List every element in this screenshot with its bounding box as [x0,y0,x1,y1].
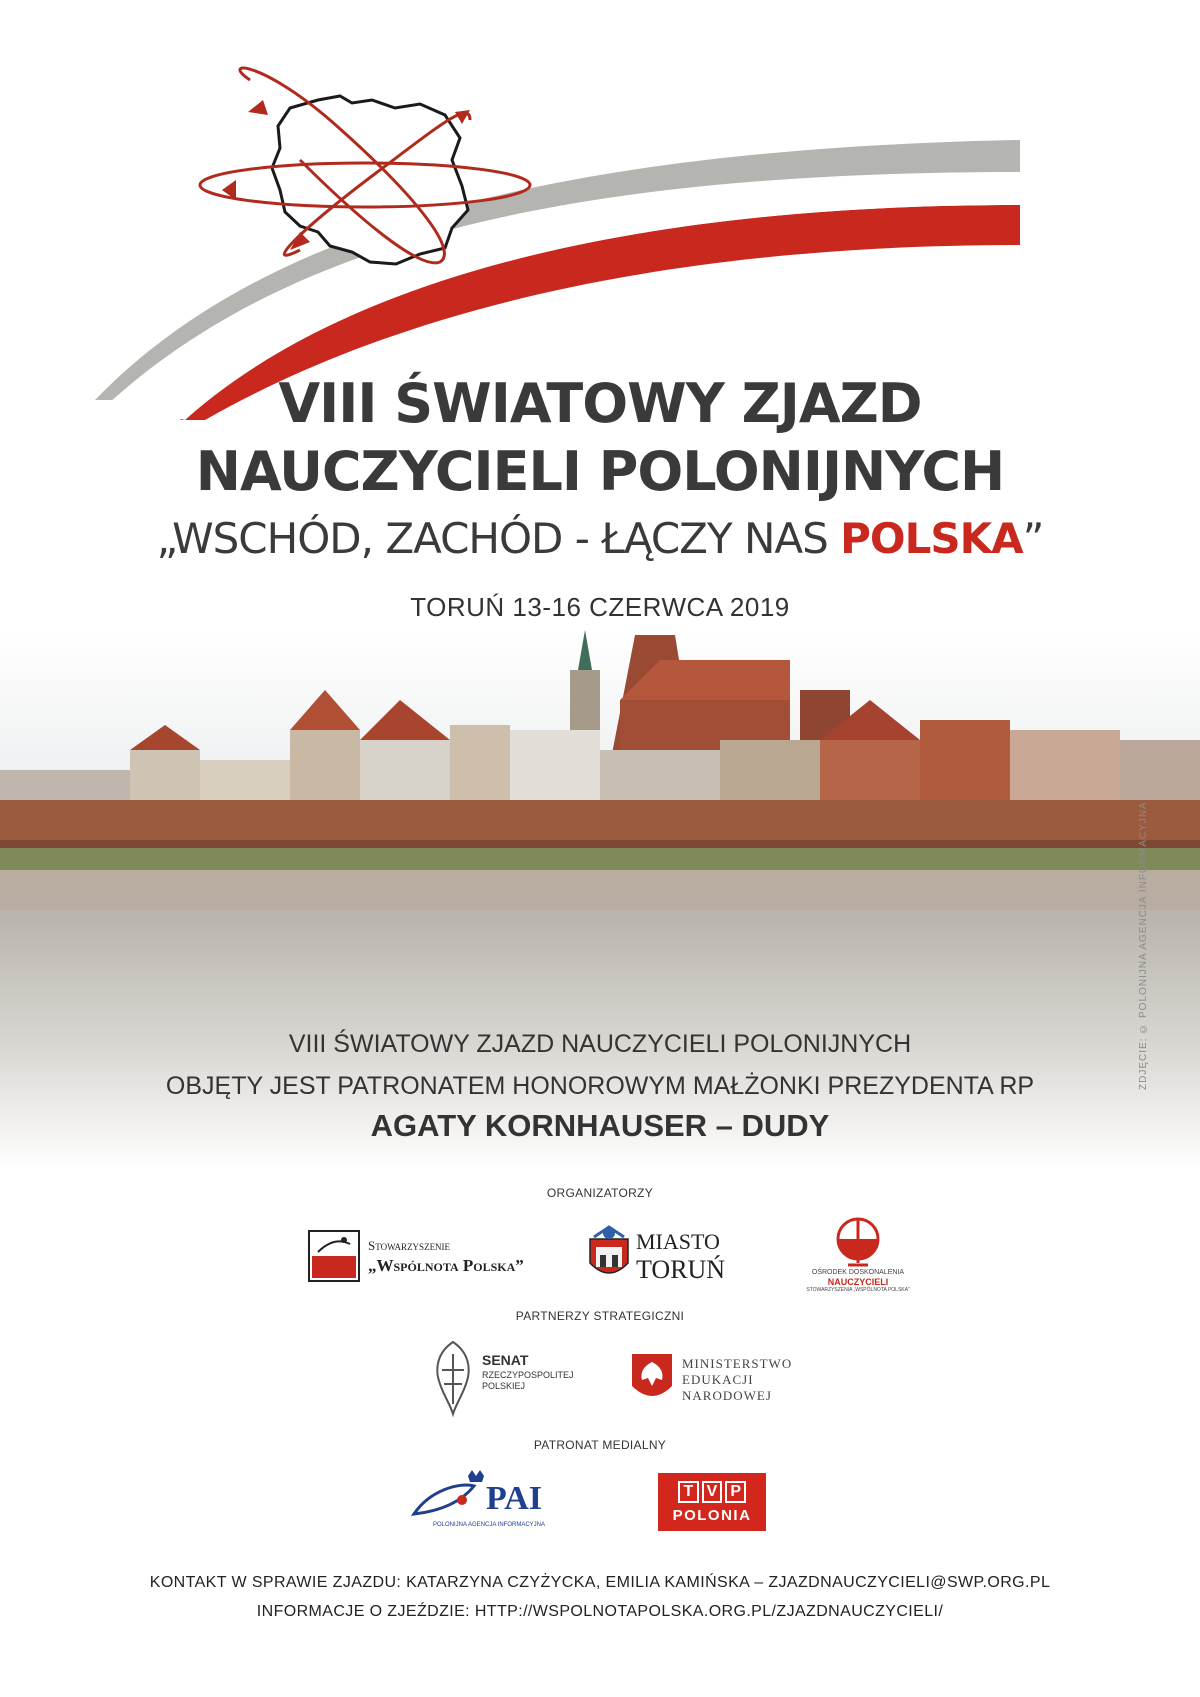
men-logo-line2: EDUKACJI [682,1372,754,1387]
men-logo[interactable] [630,1352,800,1408]
partners-label: PARTNERZY STRATEGICZNI [515,1309,685,1323]
footer-contact: KONTAKT W SPRAWIE ZJAZDU: KATARZYNA CZYŻYCKA, EMILIA KAMIŃSKA – ZJAZDNAUCZYCIELI@SWP.ORG.PL [149,1574,1051,1591]
polish-eagle-icon [630,1352,674,1404]
pai-mark: PAI [486,1480,543,1517]
event-motto [0,514,1200,563]
globe-icon [808,1215,908,1269]
pai-logo[interactable] [410,1470,550,1534]
tvp-letter-p: P [725,1481,746,1503]
tvp-letter-v: V [702,1481,723,1503]
pai-swoosh-icon [410,1470,490,1520]
odn-logo-line2: NAUCZYCIELI [827,1277,889,1287]
swp-flag-icon [308,1230,360,1282]
motto-suffix: ” [1022,514,1044,563]
swp-logo[interactable] [308,1230,528,1285]
swp-logo-line1: Stowarzyszenie [368,1238,451,1253]
senat-logo-line2: RZECZYPOSPOLITEJ [482,1370,574,1380]
river-embankment [0,870,1200,910]
senat-logo-line1: SENAT [482,1352,529,1368]
men-logo-line3: NARODOWEJ [682,1388,772,1403]
media-label: PATRONAT MEDIALNY [533,1438,667,1452]
tvp-polonia-logo[interactable] [658,1473,766,1531]
odn-logo-line3: STOWARZYSZENIA „WSPÓLNOTA POLSKA” [806,1287,910,1293]
arrow-head-4 [455,110,470,124]
photo-credit: ZDJĘCIE: © POLONIJNA AGENCJA INFORMACYJNA [1138,801,1149,1090]
senat-logo-line3: POLSKIEJ [482,1381,526,1391]
torun-logo-line1: MIASTO [636,1229,720,1254]
motto-prefix: „WSCHÓD, ZACHÓD - ŁĄCZY NAS [156,514,841,563]
odn-logo[interactable] [808,1215,908,1295]
motto-highlight: POLSKA [840,514,1023,563]
footer-info: INFORMACJE O ZJEŹDZIE: HTTP://WSPOLNOTAPOLSKA.ORG.PL/ZJAZDNAUCZYCIELI/ [256,1603,944,1620]
tvp-sub: POLONIA [672,1507,752,1524]
organizers-label: ORGANIZATORZY [546,1186,654,1200]
torun-coat-of-arms-icon [588,1225,630,1283]
swp-logo-line2: „Wspólnota Polska” [368,1256,524,1275]
pai-sub: POLONIJNA AGENCJA INFORMACYJNA [432,1522,546,1528]
event-date-place: TORUŃ 13-16 CZERWCA 2019 [410,592,790,622]
senat-logo[interactable] [430,1338,590,1418]
odn-logo-line1: OŚRODEK DOSKONALENIA [811,1269,905,1276]
patronage-line-2: OBJĘTY JEST PATRONATEM HONOROWYM MAŁŻONKI PREZYDENTA RP [165,1072,1035,1100]
tvp-letter-t: T [678,1481,699,1503]
torun-logo[interactable] [588,1225,738,1289]
senat-eagle-icon [430,1338,476,1418]
title-line-1: VIII ŚWIATOWY ZJAZD [278,372,922,435]
torun-logo-line2: TORUŃ [636,1255,726,1284]
arrow-head-1 [248,100,268,115]
patronage-line-3: AGATY KORNHAUSER – DUDY [370,1108,830,1143]
patronage-line-1: VIII ŚWIATOWY ZJAZD NAUCZYCIELI POLONIJNYCH [288,1030,912,1058]
title-line-2: NAUCZYCIELI POLONIJNYCH [195,440,1005,503]
men-logo-line1: MINISTERSTWO [682,1356,793,1371]
tvp-letters [678,1481,746,1503]
